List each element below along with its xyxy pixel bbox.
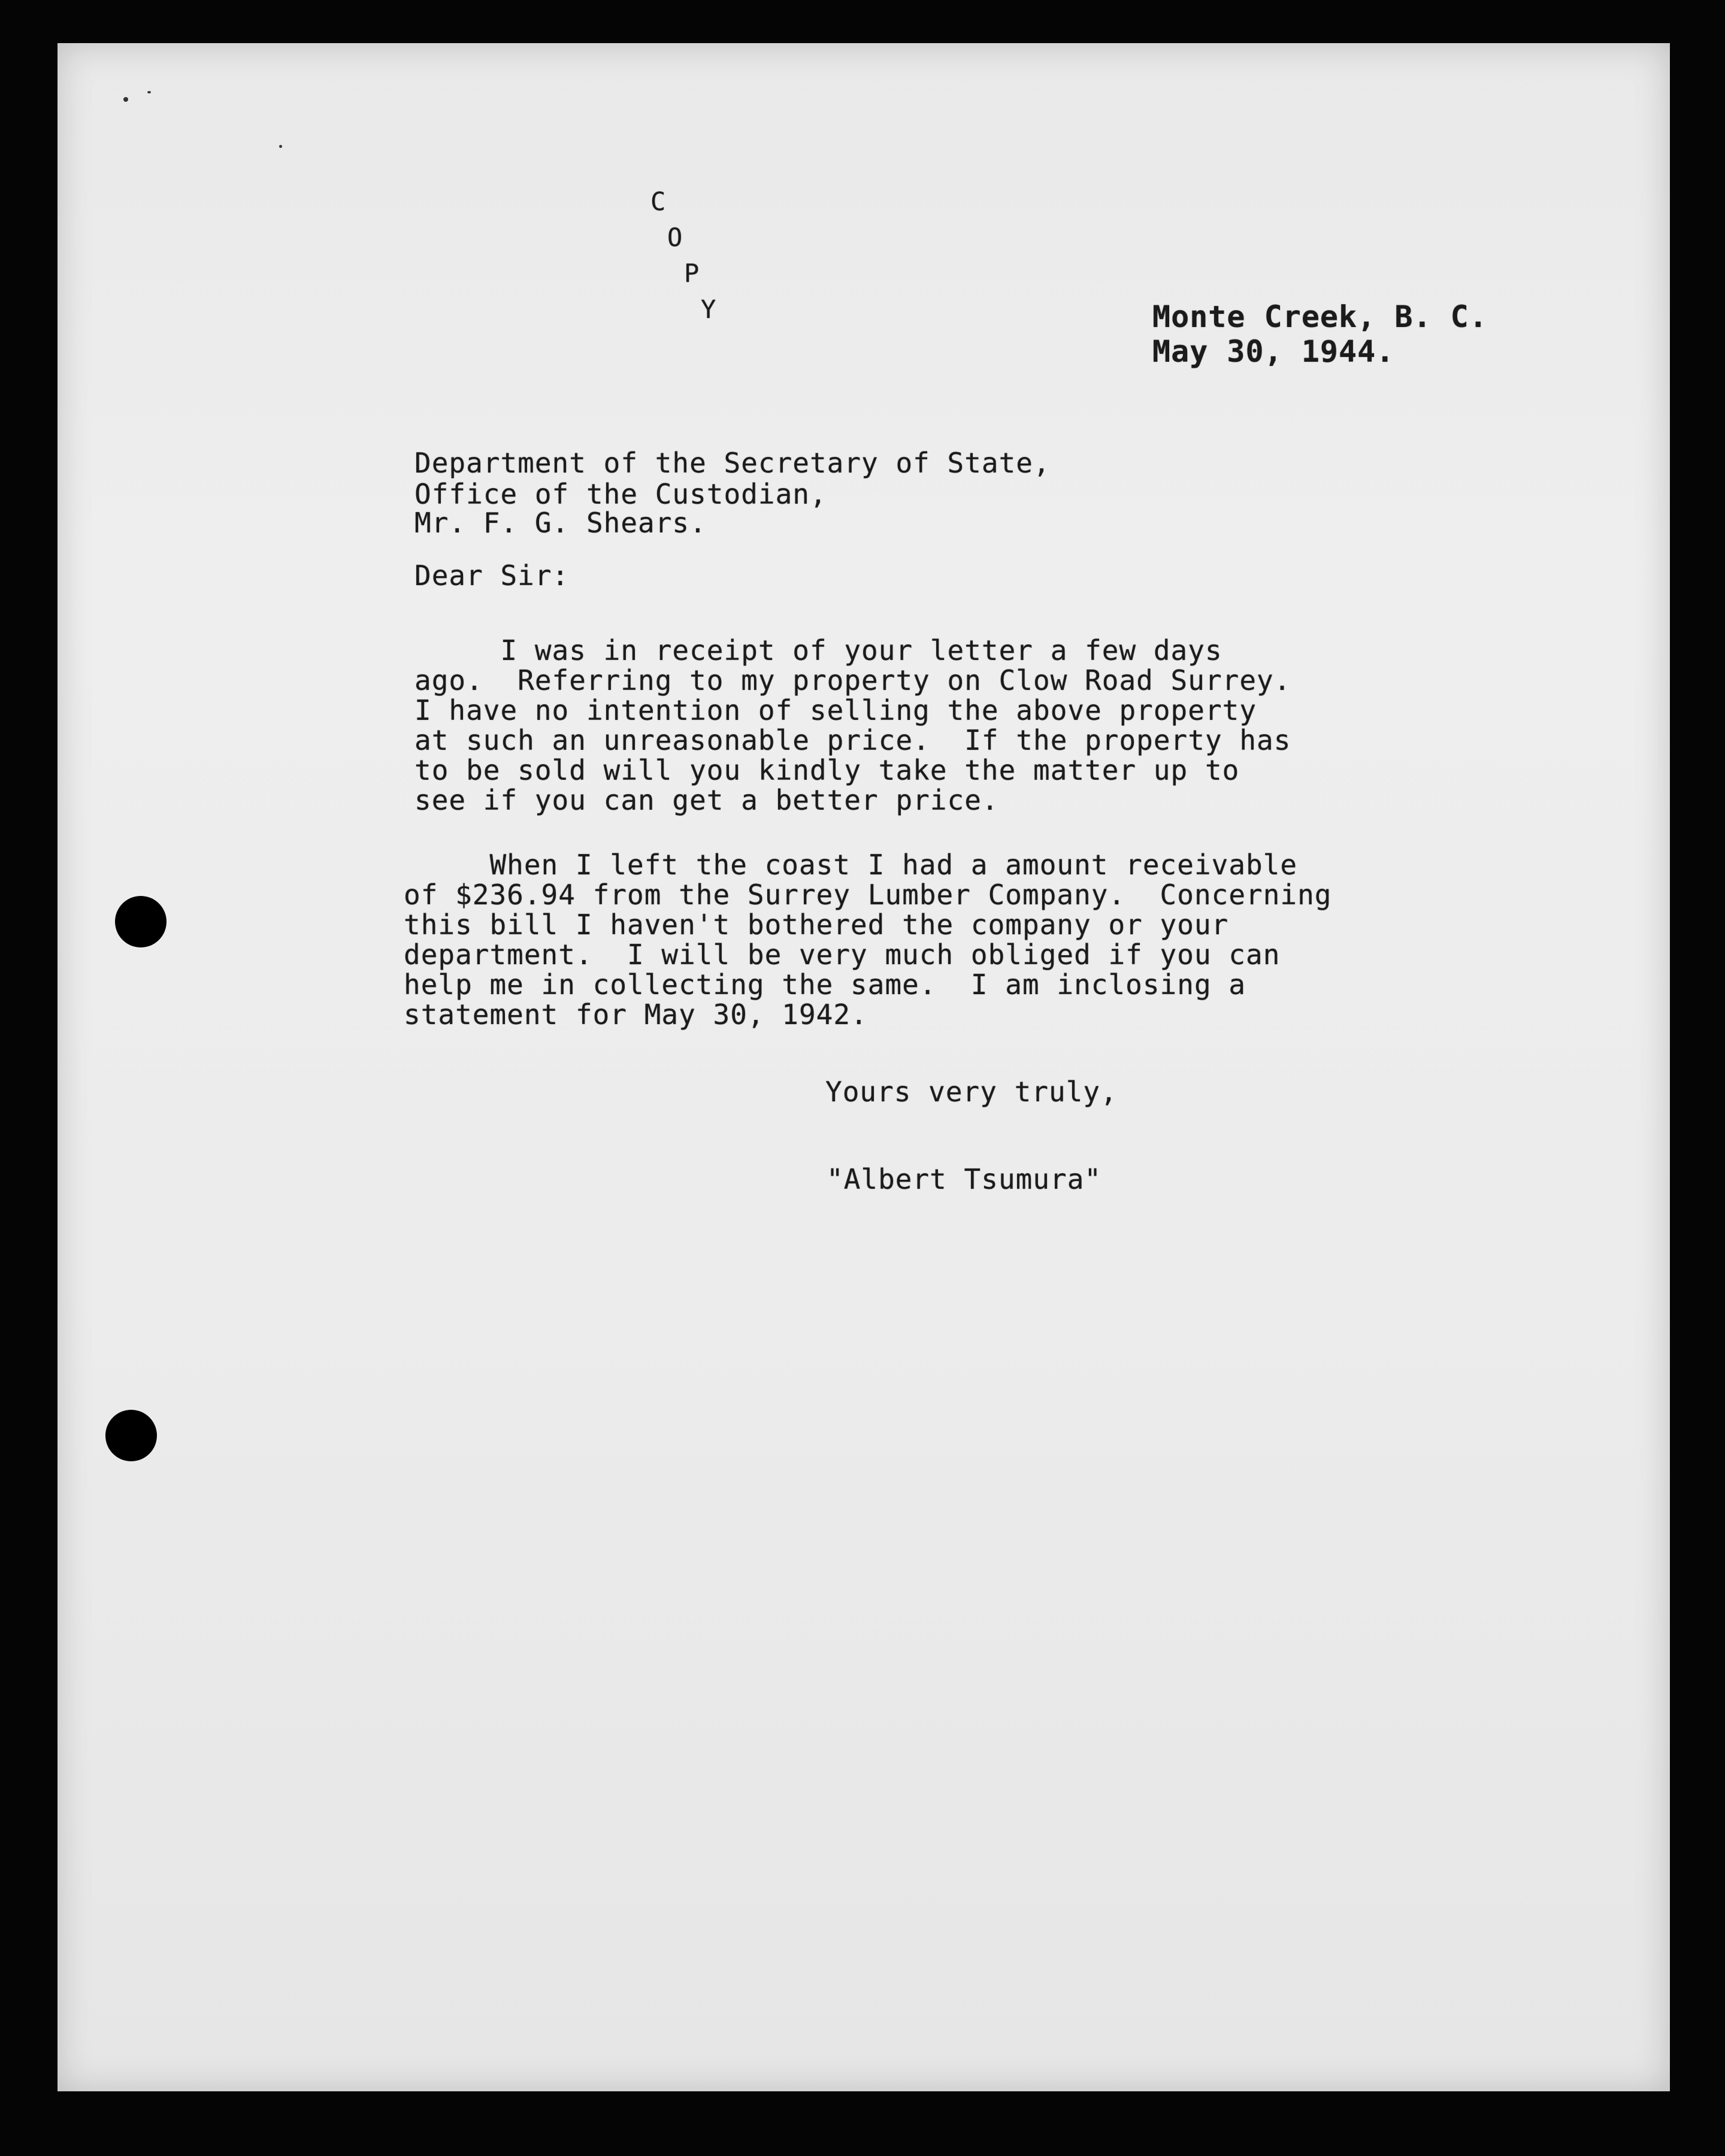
heading-place: Monte Creek, B. C. [1152,299,1488,334]
paragraph-1-line: I have no intention of selling the above property [414,694,1257,726]
copy-mark-p: P [684,259,700,288]
dust-speck [147,91,151,93]
addressee-line-1: Department of the Secretary of State, [414,447,1051,479]
paragraph-2-line: When I left the coast I had a amount receivable [404,849,1298,881]
copy-mark-c: C [650,187,667,216]
addressee-line-3: Mr. F. G. Shears. [414,507,707,539]
letter-page [58,43,1670,2091]
copy-mark-y: Y [701,295,717,324]
paragraph-2-line: department. I will be very much obliged if you can [404,938,1281,971]
paragraph-2-line: help me in collecting the same. I am inclosing a [404,968,1246,1001]
paragraph-1-line: to be sold will you kindly take the matter up to [414,754,1240,786]
punch-hole [115,896,167,947]
closing: Yours very truly, [825,1076,1118,1108]
paragraph-1-line: at such an unreasonable price. If the property has [414,724,1291,756]
paragraph-2-line: this bill I haven't bothered the company or your [404,909,1229,941]
salutation: Dear Sir: [414,559,570,592]
dust-speck [123,97,128,102]
dust-speck [279,145,282,148]
paragraph-2-line: of $236.94 from the Surrey Lumber Company. Concerning [404,879,1332,911]
copy-mark-o: O [667,223,683,252]
heading-date: May 30, 1944. [1152,334,1395,369]
paragraph-1-line: I was in receipt of your letter a few days [414,634,1222,667]
punch-hole [105,1410,157,1461]
paragraph-2-line: statement for May 30, 1942. [404,998,868,1031]
addressee-line-2: Office of the Custodian, [414,478,827,510]
paragraph-1-line: ago. Referring to my property on Clow Road Surrey. [414,664,1291,697]
paragraph-1-line: see if you can get a better price. [414,784,999,816]
signature: "Albert Tsumura" [827,1163,1102,1195]
